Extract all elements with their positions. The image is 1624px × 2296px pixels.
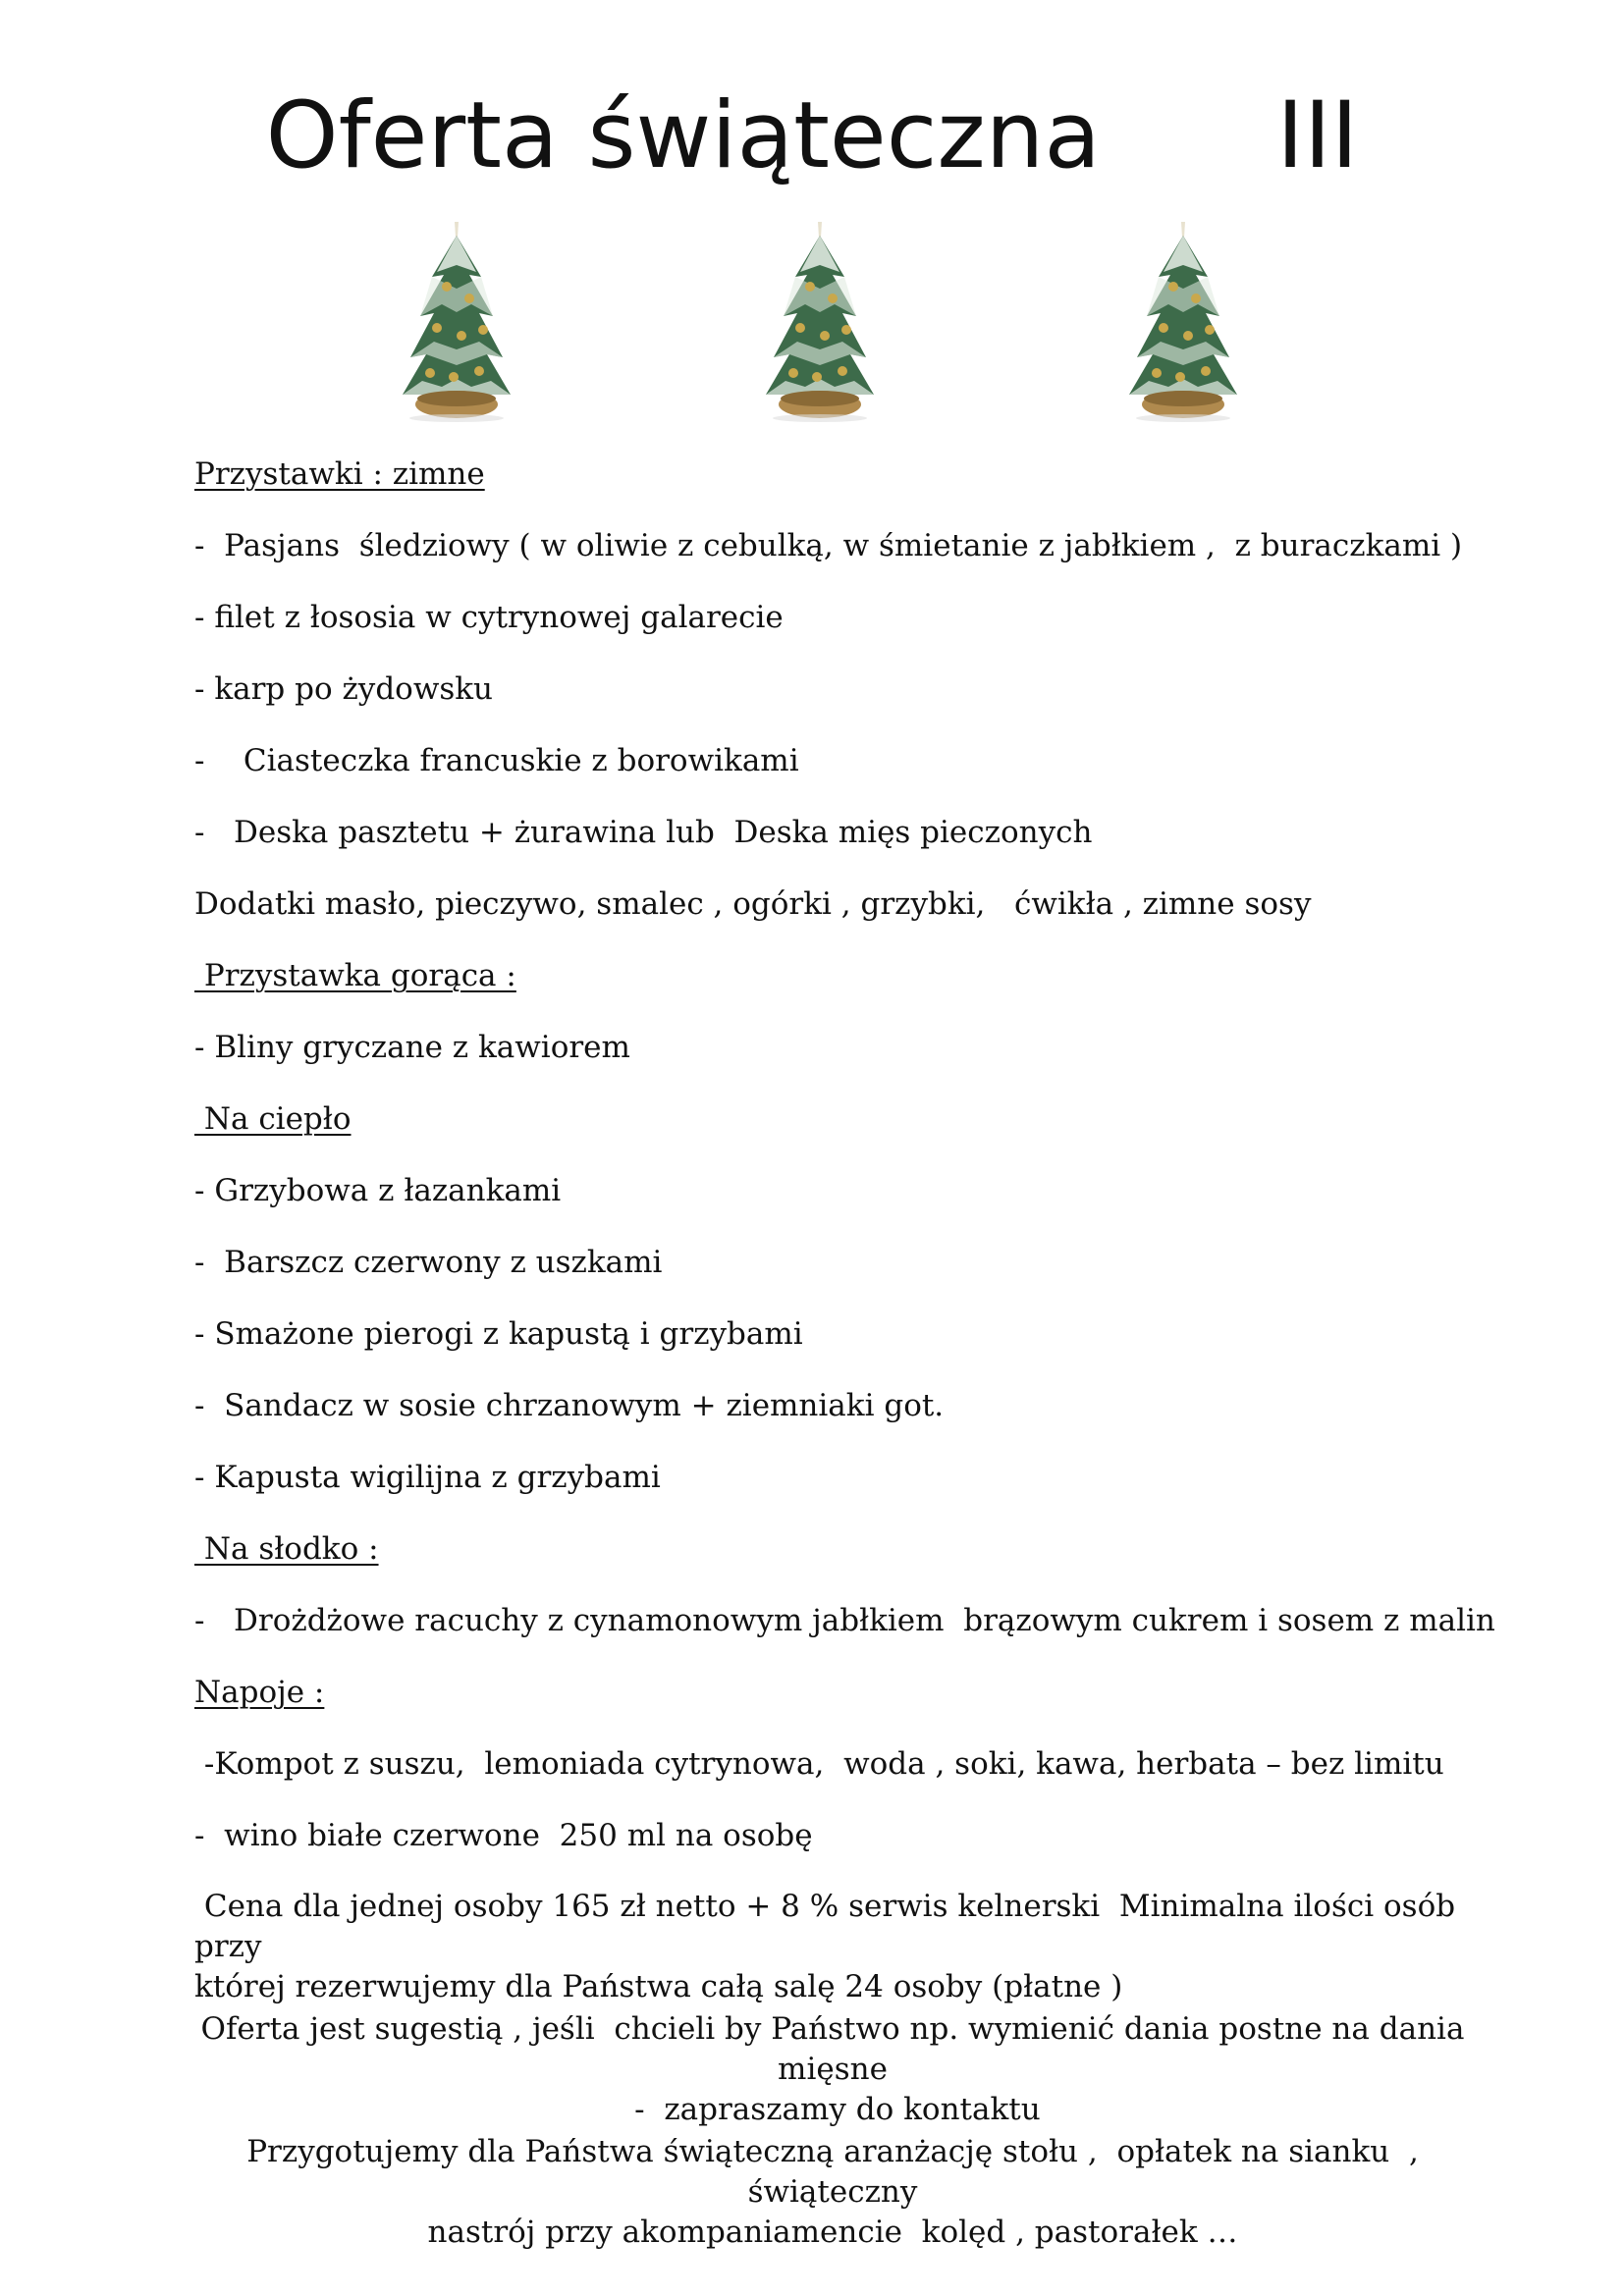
list-item: - Drożdżowe racuchy z cynamonowym jabłkiem brązowym cukrem i sosem z malin <box>194 1603 1495 1638</box>
cold-starters-heading: Przystawki : zimne <box>194 456 485 492</box>
list-item: -Kompot z suszu, lemoniada cytrynowa, woda , soki, kawa, herbata – bez limitu <box>194 1746 1444 1782</box>
closing-paragraph: Przygotujemy dla Państwa świąteczną aranżację stołu , opłatek na sianku , świąteczny nastrój przy akompaniamencie kolęd , pastorałek … <box>246 2134 1419 2250</box>
drinks-heading: Napoje : <box>194 1675 325 1710</box>
list-item: - karp po żydowsku <box>194 671 494 707</box>
list-item: - Sandacz w sosie chrzanowym + ziemniaki got. <box>194 1388 945 1423</box>
list-item: - Bliny gryczane z kawiorem <box>194 1030 630 1065</box>
additions-line: Dodatki masło, pieczywo, smalec , ogórki , grzybki, ćwikła , zimne sosy <box>194 886 1312 922</box>
list-item: - Barszcz czerwony z uszkami <box>194 1245 663 1280</box>
list-item: - Deska pasztetu + żurawina lub Deska mięs pieczonych <box>194 815 1093 850</box>
christmas-tree-icon <box>756 218 884 424</box>
list-item: - Grzybowa z łazankami <box>194 1173 562 1208</box>
hot-starter-heading: Przystawka gorąca : <box>194 958 516 993</box>
list-item: - Ciasteczka francuskie z borowikami <box>194 743 799 778</box>
list-item: - wino białe czerwone 250 ml na osobę <box>194 1818 813 1853</box>
tree-decoration-row <box>0 218 1624 424</box>
christmas-tree-icon <box>1119 218 1247 424</box>
warm-heading: Na ciepło <box>194 1101 352 1137</box>
list-item: - filet z łososia w cytrynowej galarecie <box>194 600 784 635</box>
page-title: Oferta świąteczna III <box>265 82 1359 189</box>
christmas-tree-icon <box>393 218 520 424</box>
offer-paragraph: Oferta jest sugestią , jeśli chcieli by Państwo np. wymienić dania postne na dania mięsne - zapraszamy do kontaktu <box>200 2011 1465 2127</box>
sweet-heading: Na słodko : <box>194 1531 379 1567</box>
list-item: - Smażone pierogi z kapustą i grzybami <box>194 1316 803 1352</box>
list-item: - Pasjans śledziowy ( w oliwie z cebulką, w śmietanie z jabłkiem , z buraczkami ) <box>194 528 1463 563</box>
list-item: - Kapusta wigilijna z grzybami <box>194 1460 661 1495</box>
price-paragraph: Cena dla jednej osoby 165 zł netto + 8 % serwis kelnerski Minimalna ilości osób przy której rezerwujemy dla Państwa całą salę 24 osoby (płatne ) <box>194 1889 1456 2004</box>
